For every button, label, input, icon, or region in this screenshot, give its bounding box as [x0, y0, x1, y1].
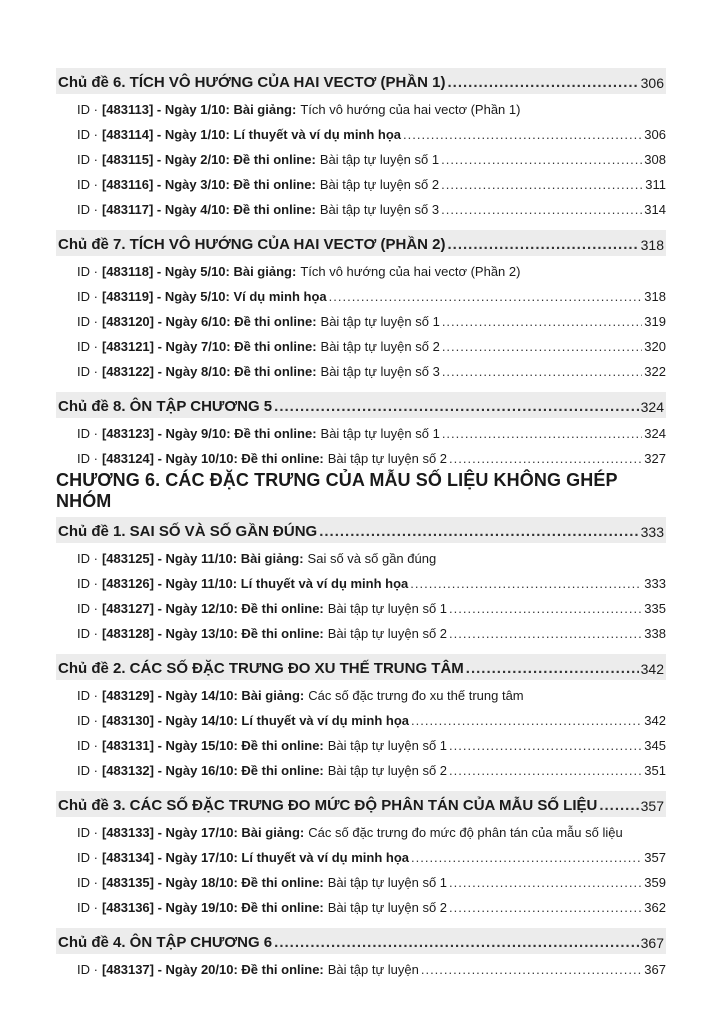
dot-leader [274, 934, 638, 951]
id-label: ID · [77, 601, 98, 616]
entry-code: [483115] - Ngày 2/10: Đề thi online: [101, 152, 316, 167]
dot-leader [449, 900, 642, 915]
page-number: 306 [640, 75, 664, 91]
dot-leader [448, 236, 639, 253]
page-number: 367 [644, 962, 666, 977]
page-number: 357 [644, 850, 666, 865]
toc-entry[interactable] [56, 596, 666, 621]
dot-leader [449, 763, 642, 778]
toc-entry[interactable] [56, 708, 666, 733]
page-number: 314 [644, 202, 666, 217]
dot-leader [274, 398, 638, 415]
dot-leader [410, 576, 642, 591]
id-label: ID · [77, 626, 98, 641]
topic-title: Chủ đề 6. TÍCH VÔ HƯỚNG CỦA HAI VECTƠ (PHẦN 1) [58, 74, 446, 91]
entry-text: Tích vô hướng của hai vectơ (Phần 2) [300, 264, 521, 279]
id-label: ID · [77, 127, 98, 142]
dot-leader [599, 797, 638, 814]
id-label: ID · [77, 289, 98, 304]
topic-heading[interactable] [56, 928, 666, 954]
dot-leader [449, 626, 642, 641]
table-of-contents [56, 68, 666, 982]
dot-leader [441, 152, 642, 167]
id-label: ID · [77, 339, 98, 354]
page-number: 367 [640, 935, 664, 951]
topic-title: Chủ đề 8. ÔN TẬP CHƯƠNG 5 [58, 398, 273, 415]
id-label: ID · [77, 102, 98, 117]
entry-text: Các số đặc trưng đo mức độ phân tán của mẫu số liệu [308, 825, 623, 840]
page-number: 318 [640, 237, 664, 253]
toc-entry[interactable] [56, 895, 666, 920]
dot-leader [411, 713, 642, 728]
id-label: ID · [77, 825, 98, 840]
topic-title: Chủ đề 4. ÔN TẬP CHƯƠNG 6 [58, 934, 273, 951]
topic-title: Chủ đề 1. SAI SỐ VÀ SỐ GẦN ĐÚNG [58, 523, 318, 540]
entry-code: [483125] - Ngày 11/10: Bài giảng: [101, 551, 304, 566]
topic-heading[interactable] [56, 791, 666, 817]
toc-entry[interactable] [56, 820, 666, 845]
page-number: 322 [644, 364, 666, 379]
toc-entry[interactable] [56, 122, 666, 147]
page-number: 362 [644, 900, 666, 915]
topic-title: Chủ đề 7. TÍCH VÔ HƯỚNG CỦA HAI VECTƠ (PHẦN 2) [58, 236, 446, 253]
id-label: ID · [77, 451, 98, 466]
entry-code: [483123] - Ngày 9/10: Đề thi online: [101, 426, 317, 441]
topic-heading[interactable] [56, 230, 666, 256]
entry-text: Các số đặc trưng đo xu thế trung tâm [308, 688, 524, 703]
id-label: ID · [77, 264, 98, 279]
entry-text: Tích vô hướng của hai vectơ (Phần 1) [300, 102, 521, 117]
toc-entry[interactable] [56, 259, 666, 284]
spacer [56, 646, 666, 654]
dot-leader [403, 127, 642, 142]
id-label: ID · [77, 688, 98, 703]
entry-text: Bài tập tự luyện số 2 [320, 339, 440, 354]
dot-leader [442, 426, 642, 441]
page-number: 324 [640, 399, 664, 415]
entry-code: [483114] - Ngày 1/10: Lí thuyết và ví dụ minh họa [101, 127, 402, 142]
dot-leader [466, 660, 639, 677]
toc-entry[interactable] [56, 683, 666, 708]
entry-code: [483134] - Ngày 17/10: Lí thuyết và ví dụ minh họa [101, 850, 409, 865]
entry-code: [483121] - Ngày 7/10: Đề thi online: [101, 339, 317, 354]
toc-entry[interactable] [56, 421, 666, 446]
topic-heading[interactable] [56, 654, 666, 680]
entry-text: Bài tập tự luyện số 3 [319, 202, 440, 217]
toc-entry[interactable] [56, 870, 666, 895]
page-number: 351 [644, 763, 666, 778]
page-number: 333 [644, 576, 666, 591]
entry-text: Sai số và số gần đúng [307, 551, 437, 566]
dot-leader [449, 601, 642, 616]
id-label: ID · [77, 551, 98, 566]
entry-code: [483120] - Ngày 6/10: Đề thi online: [101, 314, 317, 329]
dot-leader [442, 364, 642, 379]
dot-leader [329, 289, 643, 304]
entry-text: Bài tập tự luyện số 2 [327, 900, 448, 915]
entry-code: [483135] - Ngày 18/10: Đề thi online: [101, 875, 324, 890]
entry-text: Bài tập tự luyện số 1 [319, 152, 440, 167]
chapter-title: CHƯƠNG 6. CÁC ĐẶC TRƯNG CỦA MẪU SỐ LIỆU KHÔNG GHÉP NHÓM [56, 470, 618, 511]
id-label: ID · [77, 875, 98, 890]
entry-code: [483128] - Ngày 13/10: Đề thi online: [101, 626, 324, 641]
page-number: 357 [640, 798, 664, 814]
entry-code: [483137] - Ngày 20/10: Đề thi online: [101, 962, 324, 977]
dot-leader [448, 74, 639, 91]
page-number: 306 [644, 127, 666, 142]
entry-code: [483127] - Ngày 12/10: Đề thi online: [101, 601, 324, 616]
dot-leader [449, 875, 642, 890]
page-number: 333 [640, 524, 664, 540]
entry-text: Bài tập tự luyện số 2 [327, 763, 448, 778]
topic-title: Chủ đề 2. CÁC SỐ ĐẶC TRƯNG ĐO XU THẾ TRUNG TÂM [58, 660, 464, 677]
toc-entry[interactable] [56, 758, 666, 783]
entry-code: [483119] - Ngày 5/10: Ví dụ minh họa [101, 289, 327, 304]
toc-entry[interactable] [56, 957, 666, 982]
page-number: 308 [644, 152, 666, 167]
entry-text: Bài tập tự luyện số 1 [320, 426, 440, 441]
entry-text: Bài tập tự luyện [327, 962, 419, 977]
entry-text: Bài tập tự luyện số 2 [327, 626, 448, 641]
dot-leader [441, 177, 643, 192]
toc-entry[interactable] [56, 284, 666, 309]
toc-entry[interactable] [56, 147, 666, 172]
page-number: 319 [644, 314, 666, 329]
dot-leader [421, 962, 642, 977]
dot-leader [449, 451, 642, 466]
toc-entry[interactable] [56, 334, 666, 359]
entry-code: [483113] - Ngày 1/10: Bài giảng: [101, 102, 297, 117]
page-number: 359 [644, 875, 666, 890]
toc-section-chapter-6 [56, 517, 666, 982]
page-number: 327 [644, 451, 666, 466]
toc-entry[interactable] [56, 845, 666, 870]
chapter-heading [56, 471, 666, 517]
spacer [56, 384, 666, 392]
id-label: ID · [77, 900, 98, 915]
id-label: ID · [77, 202, 98, 217]
spacer [56, 222, 666, 230]
topic-heading[interactable] [56, 517, 666, 543]
entry-code: [483124] - Ngày 10/10: Đề thi online: [101, 451, 324, 466]
entry-code: [483129] - Ngày 14/10: Bài giảng: [101, 688, 305, 703]
toc-entry[interactable] [56, 621, 666, 646]
page-number: 335 [644, 601, 666, 616]
toc-section-chapter-5 [56, 68, 666, 471]
entry-code: [483130] - Ngày 14/10: Lí thuyết và ví dụ minh họa [101, 713, 409, 728]
entry-text: Bài tập tự luyện số 1 [327, 738, 448, 753]
page-number: 342 [644, 713, 666, 728]
toc-entry[interactable] [56, 733, 666, 758]
dot-leader [319, 523, 638, 540]
entry-code: [483116] - Ngày 3/10: Đề thi online: [101, 177, 316, 192]
id-label: ID · [77, 364, 98, 379]
toc-entry[interactable] [56, 446, 666, 471]
id-label: ID · [77, 763, 98, 778]
entry-code: [483117] - Ngày 4/10: Đề thi online: [101, 202, 316, 217]
id-label: ID · [77, 850, 98, 865]
id-label: ID · [77, 738, 98, 753]
dot-leader [442, 339, 642, 354]
id-label: ID · [77, 713, 98, 728]
topic-title: Chủ đề 3. CÁC SỐ ĐẶC TRƯNG ĐO MỨC ĐỘ PHÂN TÁN CỦA MẪU SỐ LIỆU [58, 797, 598, 814]
toc-entry[interactable] [56, 197, 666, 222]
entry-text: Bài tập tự luyện số 1 [320, 314, 440, 329]
entry-text: Bài tập tự luyện số 1 [327, 601, 448, 616]
id-label: ID · [77, 426, 98, 441]
id-label: ID · [77, 576, 98, 591]
page-number: 318 [644, 289, 666, 304]
page-number: 338 [644, 626, 666, 641]
toc-entry[interactable] [56, 546, 666, 571]
id-label: ID · [77, 962, 98, 977]
entry-text: Bài tập tự luyện số 2 [319, 177, 440, 192]
toc-entry[interactable] [56, 309, 666, 334]
page-number: 345 [644, 738, 666, 753]
entry-code: [483131] - Ngày 15/10: Đề thi online: [101, 738, 324, 753]
page-number: 342 [640, 661, 664, 677]
entry-code: [483118] - Ngày 5/10: Bài giảng: [101, 264, 297, 279]
id-label: ID · [77, 177, 98, 192]
dot-leader [449, 738, 642, 753]
entry-code: [483136] - Ngày 19/10: Đề thi online: [101, 900, 324, 915]
spacer [56, 783, 666, 791]
dot-leader [442, 314, 642, 329]
entry-text: Bài tập tự luyện số 3 [320, 364, 440, 379]
toc-entry[interactable] [56, 172, 666, 197]
page-number: 320 [644, 339, 666, 354]
topic-heading[interactable] [56, 392, 666, 418]
toc-entry[interactable] [56, 359, 666, 384]
id-label: ID · [77, 314, 98, 329]
entry-text: Bài tập tự luyện số 2 [327, 451, 448, 466]
entry-code: [483126] - Ngày 11/10: Lí thuyết và ví dụ minh họa [101, 576, 409, 591]
dot-leader [411, 850, 642, 865]
entry-code: [483132] - Ngày 16/10: Đề thi online: [101, 763, 324, 778]
spacer [56, 920, 666, 928]
entry-text: Bài tập tự luyện số 1 [327, 875, 448, 890]
topic-heading[interactable] [56, 68, 666, 94]
page-number: 324 [644, 426, 666, 441]
toc-entry[interactable] [56, 97, 666, 122]
entry-code: [483133] - Ngày 17/10: Bài giảng: [101, 825, 305, 840]
id-label: ID · [77, 152, 98, 167]
entry-code: [483122] - Ngày 8/10: Đề thi online: [101, 364, 317, 379]
dot-leader [441, 202, 642, 217]
page-number: 311 [645, 177, 666, 192]
toc-entry[interactable] [56, 571, 666, 596]
